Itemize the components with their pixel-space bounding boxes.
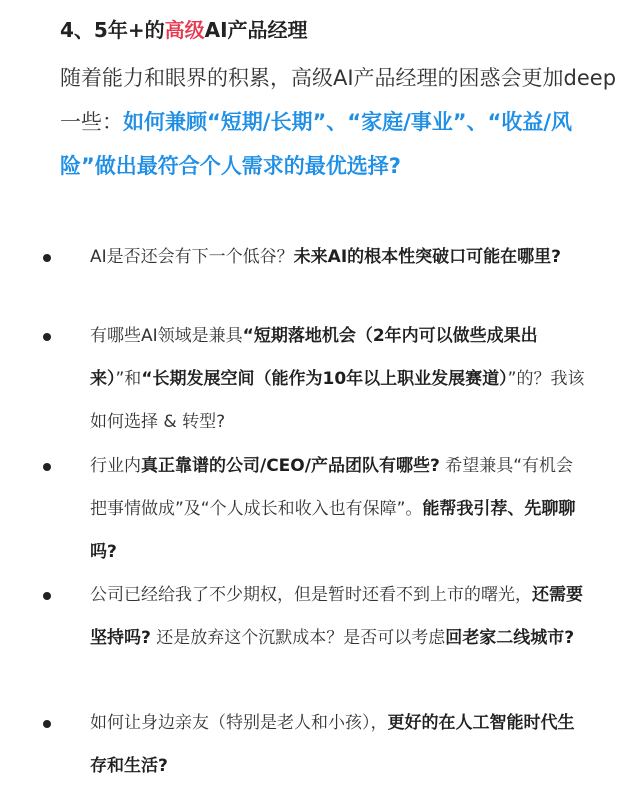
list-item-bold: 未来AI的根本性突破口可能在哪里? <box>293 247 561 267</box>
list-item-plain: AI是否还会有下一个低谷？ <box>90 247 294 267</box>
list-item-plain: 公司已经给我了不少期权，但是暂时还看不到上市的曙光， <box>90 585 532 605</box>
list-item-text <box>90 445 590 574</box>
section-heading <box>60 14 308 43</box>
list-item-bold: “短期落地机会（2年内可以做些成果出来） <box>90 326 538 389</box>
bullet-dot-icon <box>43 720 51 728</box>
list-item-bold: 更好的在人工智能时代生存和生活? <box>90 713 575 776</box>
intro-plain-text: 随着能力和眼界的积累，高级AI产品经理的困惑会更加deep一些： <box>60 66 617 134</box>
list-item-bold: 还需要坚持吗? <box>90 585 583 648</box>
intro-emphasis-text: 如何兼顾“短期/长期”、“家庭/事业”、“收益/风险”做出最符合个人需求的最优选择? <box>60 110 573 178</box>
list-item-plain: ”的？我该如何选择 & 转型? <box>90 369 585 432</box>
list-item-plain: 行业内 <box>90 456 141 476</box>
heading-suffix: AI产品经理 <box>204 18 308 42</box>
heading-prefix: 4、5年+的 <box>60 18 165 42</box>
list-item-plain: ”和 <box>115 369 142 389</box>
list-item-text <box>90 236 590 279</box>
list-item-plain: 有哪些AI领域是兼具 <box>90 326 243 346</box>
bullet-dot-icon <box>43 592 51 600</box>
list-item-bold: 回老家二线城市? <box>445 628 575 648</box>
bullet-dot-icon <box>43 333 51 341</box>
bullet-dot-icon <box>43 463 51 471</box>
bullet-dot-icon <box>43 254 51 262</box>
list-item-plain: 还是放弃这个沉默成本？是否可以考虑 <box>150 628 446 648</box>
list-item-text <box>90 315 590 444</box>
list-item-plain: 如何让身边亲友（特别是老人和小孩）， <box>90 713 388 733</box>
list-item-bold: 能帮我引荐、先聊聊吗? <box>90 499 576 562</box>
list-item-bold: “长期发展空间（能作为10年以上职业发展赛道） <box>141 369 508 389</box>
list-item-plain: 希望兼具“有机会把事情做成”及“个人成长和收入也有保障”。 <box>90 456 574 519</box>
heading-highlight: 高级 <box>164 18 205 42</box>
list-item-text <box>90 574 590 660</box>
intro-paragraph <box>60 56 620 188</box>
list-item-text <box>90 702 590 788</box>
list-item-bold: 真正靠谱的公司/CEO/产品团队有哪些? <box>141 456 440 476</box>
